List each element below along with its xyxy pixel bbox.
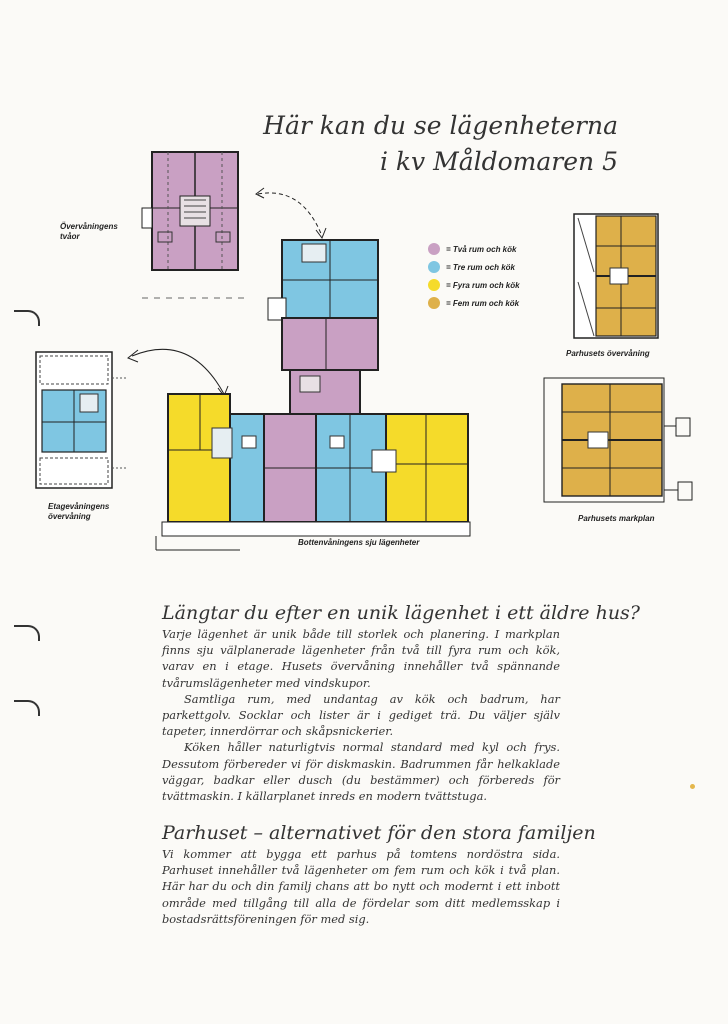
legend-label: = Två rum och kök	[446, 244, 517, 254]
etage-upper-plan	[30, 348, 130, 494]
caption-parhus-overvaning: Parhusets övervåning	[566, 349, 650, 358]
decorative-dot	[690, 784, 695, 789]
section-parhus	[162, 820, 596, 927]
caption-parhus-markplan: Parhusets markplan	[578, 514, 655, 523]
title-line-1: Här kan du se lägenheterna	[263, 111, 618, 140]
binder-hole	[14, 625, 40, 641]
section-paragraph: Köken håller naturligtvis normal standard med kyl och frys. Dessutom förbereder vi för diskmaskin. Badrummen får helkaklade väggar, badkar eller dusch (du bestämmer) och förbereds för tvättmaskin. I källarplanet inreds en modern tvättstuga.	[162, 740, 560, 804]
caption-overvaning	[60, 222, 118, 242]
caption-overvaning-line2: tvåor	[60, 232, 80, 241]
title-line-2: i kv Måldomaren 5	[379, 147, 618, 176]
ground-floor-plan	[150, 236, 496, 552]
section-paragraph: Varje lägenhet är unik både till storlek och planering. I markplan finns sju välplanerade lägenheter från två till fyra rum och kök, varav en i etage. Husets övervåning innehåller två spännande tvårumslägenheter med vindskupor.	[162, 627, 560, 690]
binder-hole	[14, 310, 40, 326]
caption-etage	[48, 502, 109, 522]
caption-bottenvaning: Bottenvåningens sju lägenheter	[298, 538, 420, 547]
page-title	[263, 108, 618, 180]
binder-hole	[14, 700, 40, 716]
parhus-ground-plan	[540, 376, 700, 506]
legend-label: = Fem rum och kök	[446, 298, 520, 308]
caption-etage-line1: Etagevåningens	[48, 502, 110, 511]
caption-overvaning-line1: Övervåningens	[60, 222, 118, 231]
section-heading: Längtar du efter en unik lägenhet i ett äldre hus?	[162, 602, 640, 624]
section-unique-apartment	[162, 600, 640, 804]
curved-arrow-upper	[252, 182, 332, 244]
section-paragraph: Vi kommer att bygga ett parhus på tomtens nordöstra sida. Parhuset innehåller två lägenheter om fem rum och kök i två plan. Här har du och din familj chans att bo nytt och modernt i ett inbott område med tillgång till alla de fördelar som ditt medlemsskap i bostadsrättsföreningen för med sig.	[162, 847, 560, 926]
caption-etage-line2: övervåning	[48, 512, 91, 521]
section-paragraph: Samtliga rum, med undantag av kök och badrum, har parkettgolv. Socklar och lister är i gediget trä. Du väljer själv tapeter, innerdörrar och skåpsnickerier.	[162, 691, 560, 739]
legend-label: = Fyra rum och kök	[446, 280, 520, 290]
parhus-upper-plan	[566, 212, 662, 342]
section-heading: Parhuset – alternativet för den stora familjen	[162, 822, 596, 844]
legend-label: = Tre rum och kök	[446, 262, 515, 272]
